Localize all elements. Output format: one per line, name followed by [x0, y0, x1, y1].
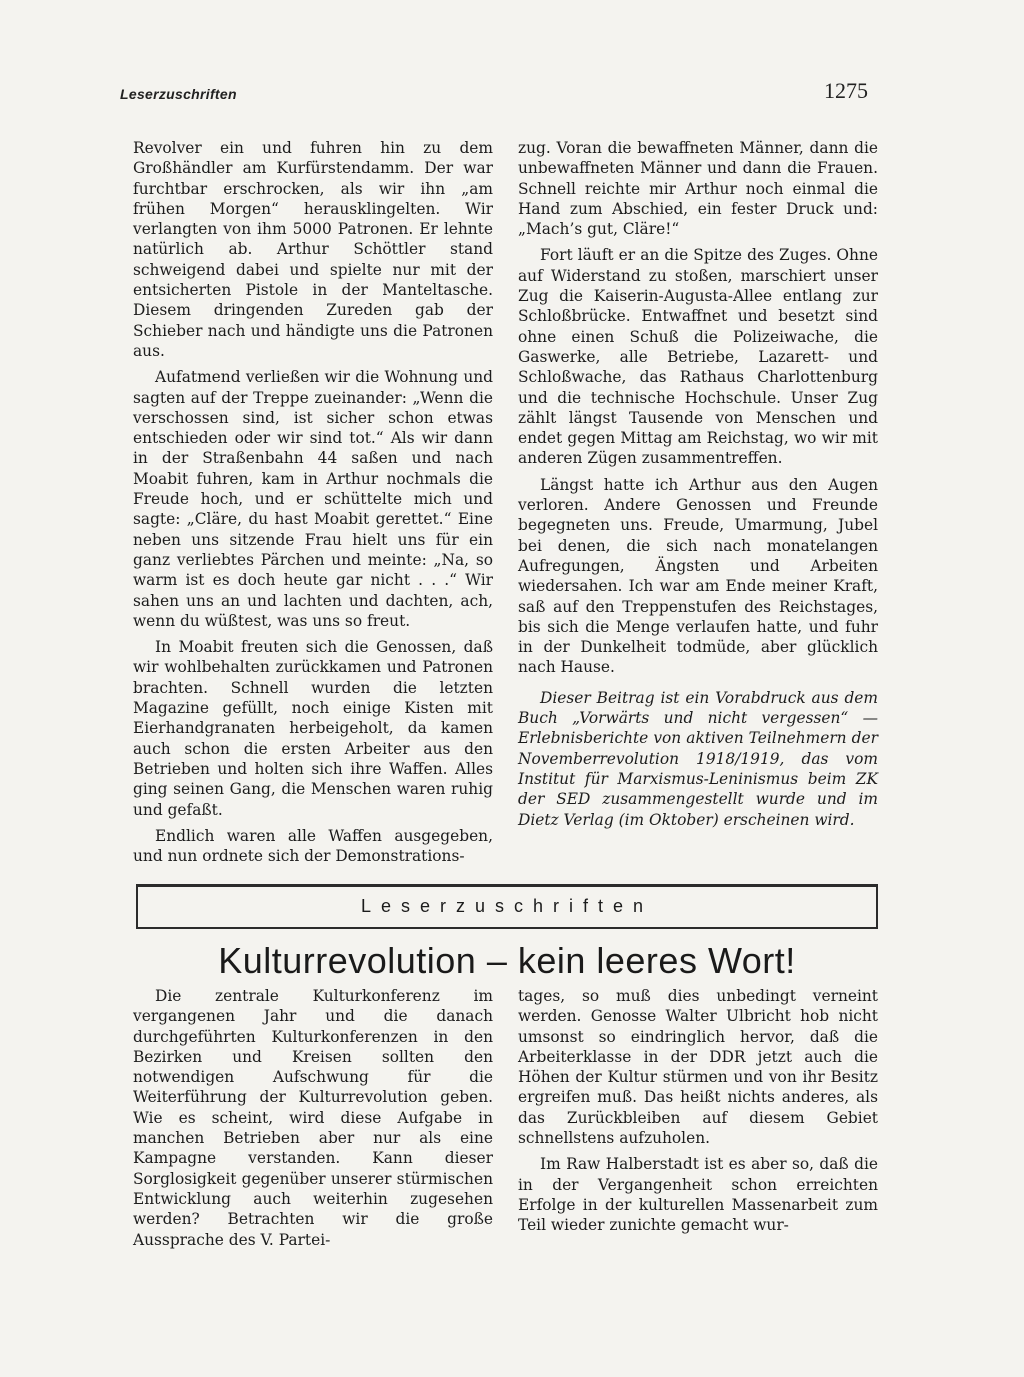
paragraph: Revolver ein und fuhren hin zu dem Großhändler am Kurfürstendamm. Der war furchtbar erschrocken, als wir ihn „am frühen Morgen“ herausklingelten. Wir verlangten von ihm 5000 Patronen. Er lehnte natürlich ab. Arthur Schöttler stand schweigend dabei und spielte nur mit der entsicherten Pistole in der Manteltasche. Diesem dringenden Zureden gab der Schieber nach und händigte uns die Patronen aus. [133, 139, 493, 360]
paragraph: Im Raw Halberstadt ist es aber so, daß die in der Vergangenheit schon erreichten Erfolge in der kulturellen Massenarbeit zum Teil wieder zunichte gemacht wur- [518, 1155, 878, 1235]
article-headline: Kulturrevolution – kein leeres Wort! [218, 940, 796, 981]
section-label: Leserzuschriften [360, 896, 654, 916]
page-number: 1275 [824, 78, 868, 103]
bottom-article-left-column [133, 986, 493, 1256]
section-header-box [136, 887, 878, 929]
paragraph: tages, so muß dies unbedingt verneint werden. Genosse Walter Ulbricht hob nicht umsonst so eindringlich hervor, daß die Arbeiterklasse in der DDR jetzt auch die Höhen der Kultur stürmen und von ihr Besitz ergreifen muß. Das heißt nichts anderes, als das Zurückbleiben auf diesem Gebiet schnellstens aufzuholen. [518, 987, 878, 1148]
paragraph: Aufatmend verließen wir die Wohnung und sagten auf der Treppe zueinander: „Wenn die verschossen sind, ist sicher schon etwas entschieden oder wir sind tot.“ Als wir dann in der Straßenbahn 44 saßen und nach Moabit fuhren, kam in Arthur nochmals die Freude hoch, und er schüttelte mich und sagte: „Cläre, du hast Moabit gerettet.“ Eine neben uns sitzende Frau hielt uns für ein ganz verliebtes Pärchen und meinte: „Na, so warm ist es doch heute gar nicht . . .“ Wir sahen uns an und lachten und dachten, ach, wenn du wüßtest, was uns so freut. [133, 368, 493, 630]
paragraph: Endlich waren alle Waffen ausgegeben, und nun ordnete sich der Demonstrations- [133, 826, 493, 866]
running-head: Leserzuschriften [120, 86, 237, 102]
paragraph: Die zentrale Kulturkonferenz im vergangenen Jahr und die danach durchgeführten Kulturkonferenzen in den Bezirken und Kreisen sollten den notwendigen Aufschwung für die Weiterführung der Kulturrevolution geben. Wie es scheint, wird diese Aufgabe in manchen Betrieben aber nur als eine Kampagne verstanden. Kann dieser Sorglosigkeit gegenüber unserer stürmischen Entwicklung auch weiterhin zugesehen werden? Betrachten wir die große Aussprache des V. Partei- [133, 987, 493, 1249]
bottom-article-right-column [518, 986, 878, 1242]
paragraph: Fort läuft er an die Spitze des Zuges. Ohne auf Widerstand zu stoßen, marschiert unser Zug die Kaiserin-Augusta-Allee entlang zur Schloßbrücke. Entwaffnet und besetzt sind ohne einen Schuß die Polizeiwache, die Gaswerke, alle Betriebe, Lazarett- und Schloßwache, das Rathaus Charlottenburg und die technische Hochschule. Unser Zug zählt längst Tausende von Menschen und endet gegen Mittag am Reichstag, wo wir mit anderen Zügen zusammentreffen. [518, 246, 878, 468]
top-article-right-column [518, 138, 878, 836]
paragraph: Längst hatte ich Arthur aus den Augen verloren. Andere Genossen und Freunde begegneten uns. Freude, Umarmung, Jubel bei denen, die sich nach monatelangen Aufregungen, Ängsten und Arbeiten wiedersahen. Ich war am Ende meiner Kraft, saß auf den Treppenstufen des Reichstages, bis sich die Menge verlaufen hatte, und fuhr in der Dunkelheit todmüde, aber glücklich nach Hause. [518, 475, 878, 677]
source-note: Dieser Beitrag ist ein Vorabdruck aus dem Buch „Vorwärts und nicht vergessen“ — Erlebnisberichte von aktiven Teilnehmern der Novemberrevolution 1918/1919, das vom Institut für Marxismus-Leninismus beim ZK der SED zusammengestellt wurde und im Dietz Verlag (im Oktober) erscheinen wird. [518, 688, 878, 829]
paragraph: In Moabit freuten sich die Genossen, daß wir wohlbehalten zurückkamen und Patronen brachten. Schnell wurden die letzten Magazine gefüllt, noch einige Kisten mit Eierhandgranaten herbeigeholt, da kamen auch schon die ersten Arbeiter aus den Betrieben und holten sich ihre Waffen. Alles ging seinen Gang, die Menschen waren ruhig und gefaßt. [133, 638, 493, 819]
paragraph: zug. Voran die bewaffneten Männer, dann die unbewaffneten Männer und dann die Frauen. Schnell reichte mir Arthur noch einmal die Hand zum Abschied, ein fester Druck und: „Mach’s gut, Cläre!“ [518, 139, 878, 239]
top-article-left-column [133, 138, 493, 872]
